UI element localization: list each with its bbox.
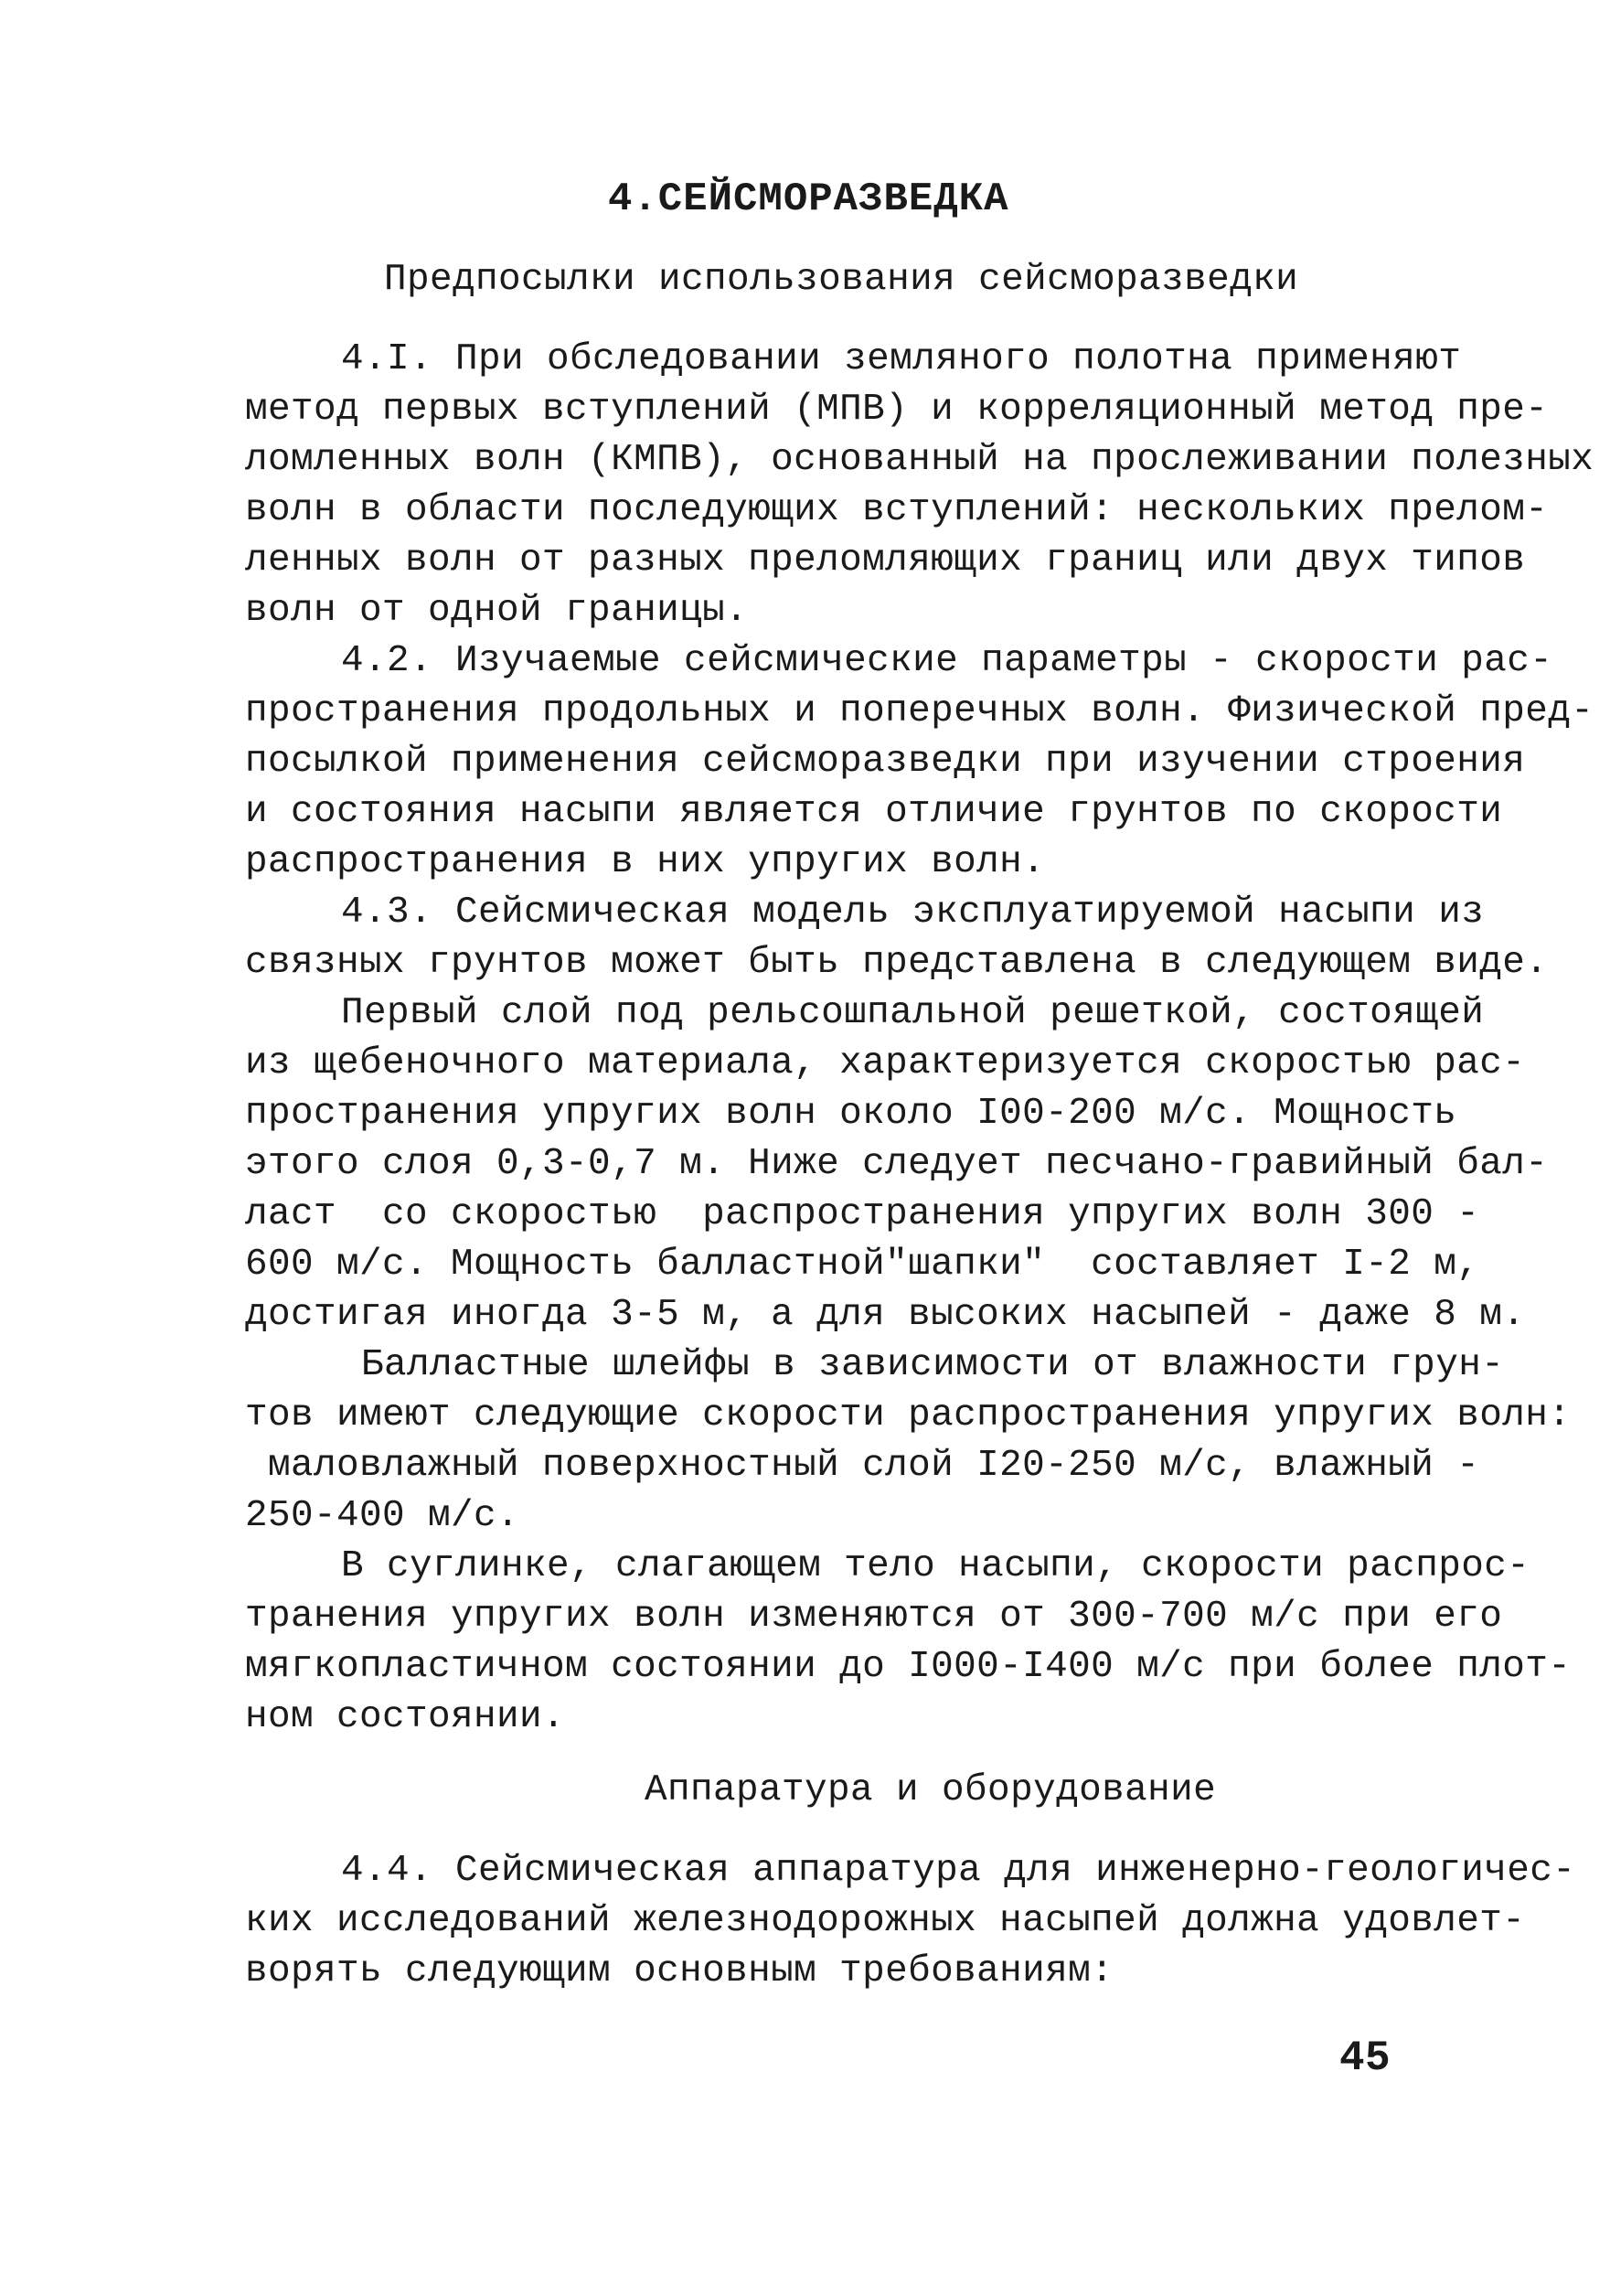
- paragraph-line: пространения продольных и поперечных волн. Физической пред-: [245, 690, 1594, 732]
- paragraph-line: метод первых вступлений (МПВ) и корреляционный метод пре-: [245, 389, 1549, 431]
- paragraph-line: ких исследований железнодорожных насыпей должна удовлет-: [245, 1900, 1526, 1942]
- paragraph-line: транения упругих волн изменяются от 300-700 м/с при его: [245, 1596, 1503, 1638]
- paragraph-line: 250-400 м/с.: [245, 1495, 520, 1537]
- paragraph-line: маловлажный поверхностный слой I20-250 м/с, влажный -: [245, 1445, 1480, 1487]
- paragraph-line: распространения в них упругих волн.: [245, 841, 1046, 883]
- paragraph-line: посылкой применения сейсморазведки при изучении строения: [245, 741, 1526, 783]
- paragraph-line: 4.4. Сейсмическая аппаратура для инженерно-геологичес-: [341, 1850, 1576, 1892]
- paragraph-line: и состояния насыпи является отличие грунтов по скорости: [245, 791, 1503, 833]
- paragraph-line: пространения упругих волн около I00-200 м/с. Мощность: [245, 1093, 1457, 1135]
- paragraph-line: Балластные шлейфы в зависимости от влажности грун-: [361, 1344, 1505, 1386]
- section-title: 4.СЕЙСМОРАЗВЕДКА: [608, 176, 1009, 222]
- paragraph-line: 4.I. При обследовании земляного полотна применяют: [341, 338, 1462, 380]
- paragraph-line: Первый слой под рельсошпальной решеткой, состоящей: [341, 992, 1485, 1034]
- subsection-heading: Аппаратура и оборудование: [645, 1769, 1217, 1811]
- paragraph-line: 4.3. Сейсмическая модель эксплуатируемой насыпи из: [341, 892, 1485, 934]
- paragraph-line: В суглинке, слагающем тело насыпи, скорости распрос-: [341, 1545, 1530, 1587]
- paragraph-line: достигая иногда 3-5 м, а для высоких насыпей - даже 8 м.: [245, 1294, 1526, 1336]
- page-number: 45: [1339, 2034, 1391, 2082]
- paragraph-line: ломленных волн (КМПВ), основанный на прослеживании полезных: [245, 439, 1594, 481]
- paragraph-line: 4.2. Изучаемые сейсмические параметры - скорости рас-: [341, 640, 1553, 682]
- paragraph-line: мягкопластичном состоянии до I000-I400 м/с при более плот-: [245, 1646, 1572, 1688]
- paragraph-line: ласт со скоростью распространения упругих волн 300 -: [245, 1193, 1480, 1235]
- subsection-heading: Предпосылки использования сейсморазведки: [384, 259, 1299, 301]
- paragraph-line: 600 м/с. Мощность балластной"шапки" составляет I-2 м,: [245, 1244, 1480, 1286]
- paragraph-line: тов имеют следующие скорости распространения упругих волн:: [245, 1394, 1572, 1436]
- paragraph-line: волн в области последующих вступлений: нескольких прелом-: [245, 489, 1549, 531]
- paragraph-line: связных грунтов может быть представлена в следующем виде.: [245, 942, 1549, 984]
- paragraph-line: ворять следующим основным требованиям:: [245, 1950, 1114, 1992]
- paragraph-line: ленных волн от разных преломляющих границ или двух типов: [245, 539, 1526, 582]
- paragraph-line: волн от одной границы.: [245, 590, 749, 632]
- paragraph-line: этого слоя 0,3-0,7 м. Ниже следует песчано-гравийный бал-: [245, 1143, 1549, 1185]
- paragraph-line: из щебеночного материала, характеризуется скоростью рас-: [245, 1042, 1526, 1084]
- paragraph-line: ном состоянии.: [245, 1696, 566, 1738]
